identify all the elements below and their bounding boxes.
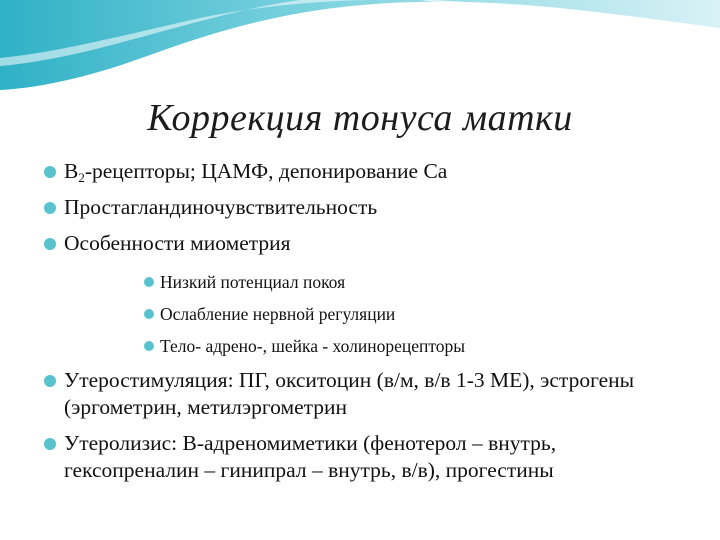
slide-title: Коррекция тонуса матки	[147, 97, 573, 139]
bullet-icon	[44, 438, 56, 450]
sub-bullet-list	[64, 271, 690, 357]
slide-content	[0, 158, 720, 493]
sub-list-item	[64, 335, 690, 357]
item-text: Утеролизис: В-адреномиметики (фенотерол – внутрь, гексопреналин – гинипрал – внутрь, в/в), прогестины	[64, 431, 557, 482]
item-text: Утеростимуляция: ПГ, окситоцин (в/м, в/в 1-3 МЕ), эстрогены (эргометрин, метилэргометрин	[64, 368, 635, 419]
sub-list-item	[64, 303, 690, 325]
bullet-icon	[44, 202, 56, 214]
item-prefix: B	[64, 159, 79, 183]
sub-list-item	[64, 271, 690, 293]
item-rest: -рецепторы; ЦАМФ, депонирование Са	[84, 159, 448, 183]
list-item-prostaglandin	[0, 194, 720, 221]
item-text: Особенности миометрия	[64, 231, 291, 255]
sub-bullet-icon	[144, 341, 154, 351]
list-item-uterostimulation	[0, 367, 720, 421]
item-text: Простагландиночувствительность	[64, 195, 378, 219]
list-item-myometrium	[0, 230, 720, 357]
bullet-icon	[44, 166, 56, 178]
bullet-icon	[44, 238, 56, 250]
list-item-uterolysis	[0, 430, 720, 484]
list-item-receptors	[0, 158, 720, 185]
bullet-list	[0, 158, 720, 484]
bullet-icon	[44, 375, 56, 387]
sub-item-text: Тело- адрено-, шейка - холинорецепторы	[160, 336, 466, 356]
sub-item-text: Ослабление нервной регуляции	[160, 304, 396, 324]
sub-bullet-icon	[144, 309, 154, 319]
sub-item-text: Низкий потенциал покоя	[160, 272, 346, 292]
sub-bullet-icon	[144, 277, 154, 287]
item-subscript: 2	[78, 170, 85, 185]
